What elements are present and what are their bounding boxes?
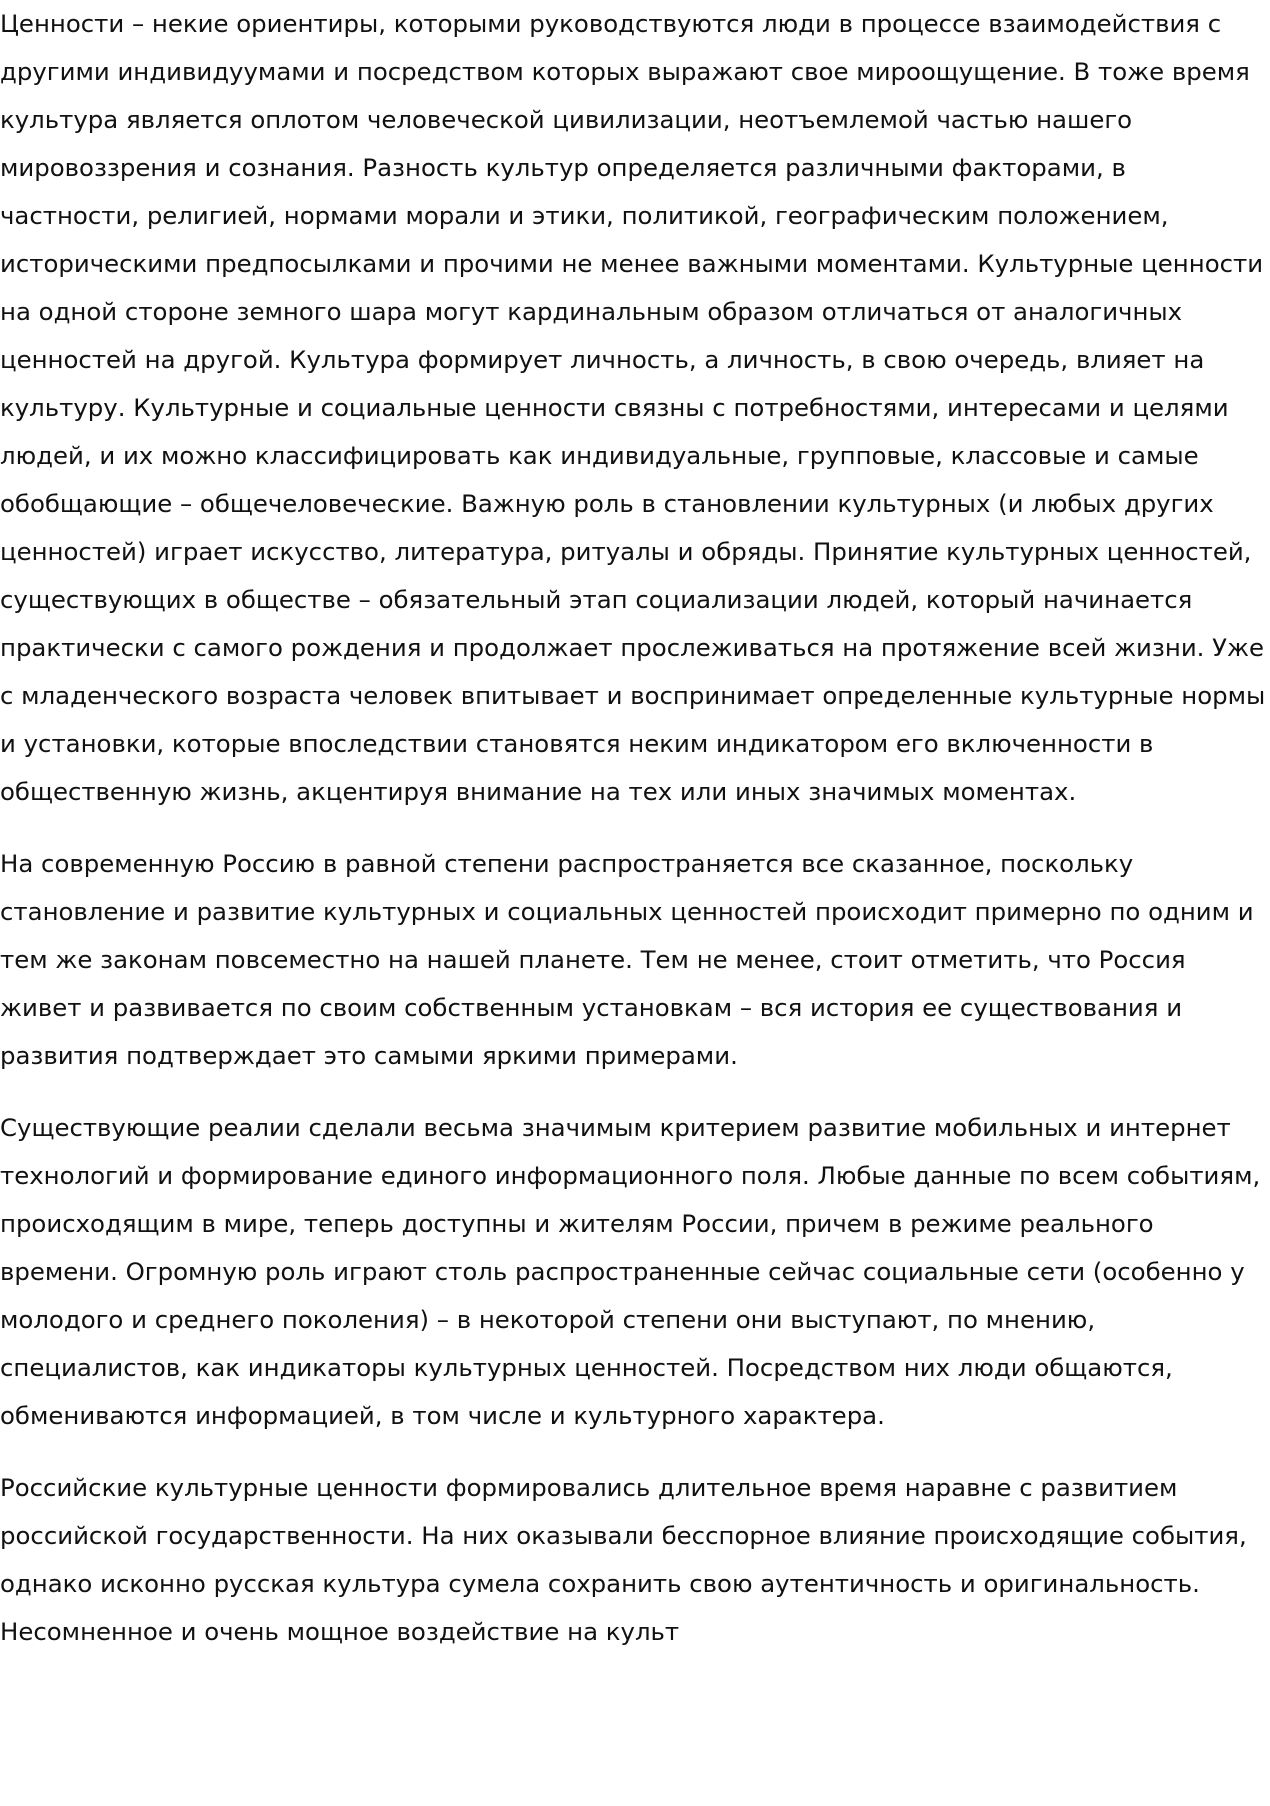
paragraph-information-technologies: Существующие реалии сделали весьма значимым критерием развитие мобильных и интернет технологий и формирование единого информационного поля. Любые данные по всем событиям, происходящим в мире, теперь доступны и жителям России, причем в режиме реального времени. Огромную роль играют столь распространенные сейчас социальные сети (особенно у молодого и среднего поколения) – в некоторой степени они выступают, по мнению, специалистов, как индикаторы культурных ценностей. Посредством них люди общаются, обмениваются информацией, в том числе и культурного характера. [0,1113,1261,1430]
paragraph-values-and-culture: Ценности – некие ориентиры, которыми руководствуются люди в процессе взаимодействия с другими индивидуумами и посредством которых выражают свое мироощущение. В тоже время культура является оплотом человеческой цивилизации, неотъемлемой частью нашего мировоззрения и сознания. Разность культур определяется различными факторами, в частности, религией, нормами морали и этики, политикой, географическим положением, историческими предпосылками и прочими не менее важными моментами. Культурные ценности на одной стороне земного шара могут кардинальным образом отличаться от аналогичных ценностей на другой. Культура формирует личность, а личность, в свою очередь, влияет на культуру. Культурные и социальные ценности связны с потребностями, интересами и целями людей, и их можно классифицировать как индивидуальные, групповые, классовые и самые обобщающие – общечеловеческие. Важную роль в становлении культурных (и любых других ценностей) играет искусство, литература, ритуалы и обряды. Принятие культурных ценностей, существующих в обществе – обязательный этап социализации людей, который начинается практически с самого рождения и продолжает прослеживаться на протяжение всей жизни. Уже с младенческого возраста человек впитывает и воспринимает определенные культурные нормы и установки, которые впоследствии становятся неким индикатором его включенности в общественную жизнь, акцентируя внимание на тех или иных значимых моментах. [0,9,1266,806]
paragraph-modern-russia: На современную Россию в равной степени распространяется все сказанное, поскольку становление и развитие культурных и социальных ценностей происходит примерно по одним и тем же законам повсеместно на нашей планете. Тем не менее, стоит отметить, что Россия живет и развивается по своим собственным установкам – вся история ее существования и развития подтверждает это самыми яркими примерами. [0,849,1254,1070]
paragraph-russian-cultural-values: Российские культурные ценности формировались длительное время наравне с развитием российской государственности. На них оказывали бесспорное влияние происходящие события, однако исконно русская культура сумела сохранить свою аутентичность и оригинальность. Несомненное и очень мощное воздействие на культ [0,1473,1247,1646]
